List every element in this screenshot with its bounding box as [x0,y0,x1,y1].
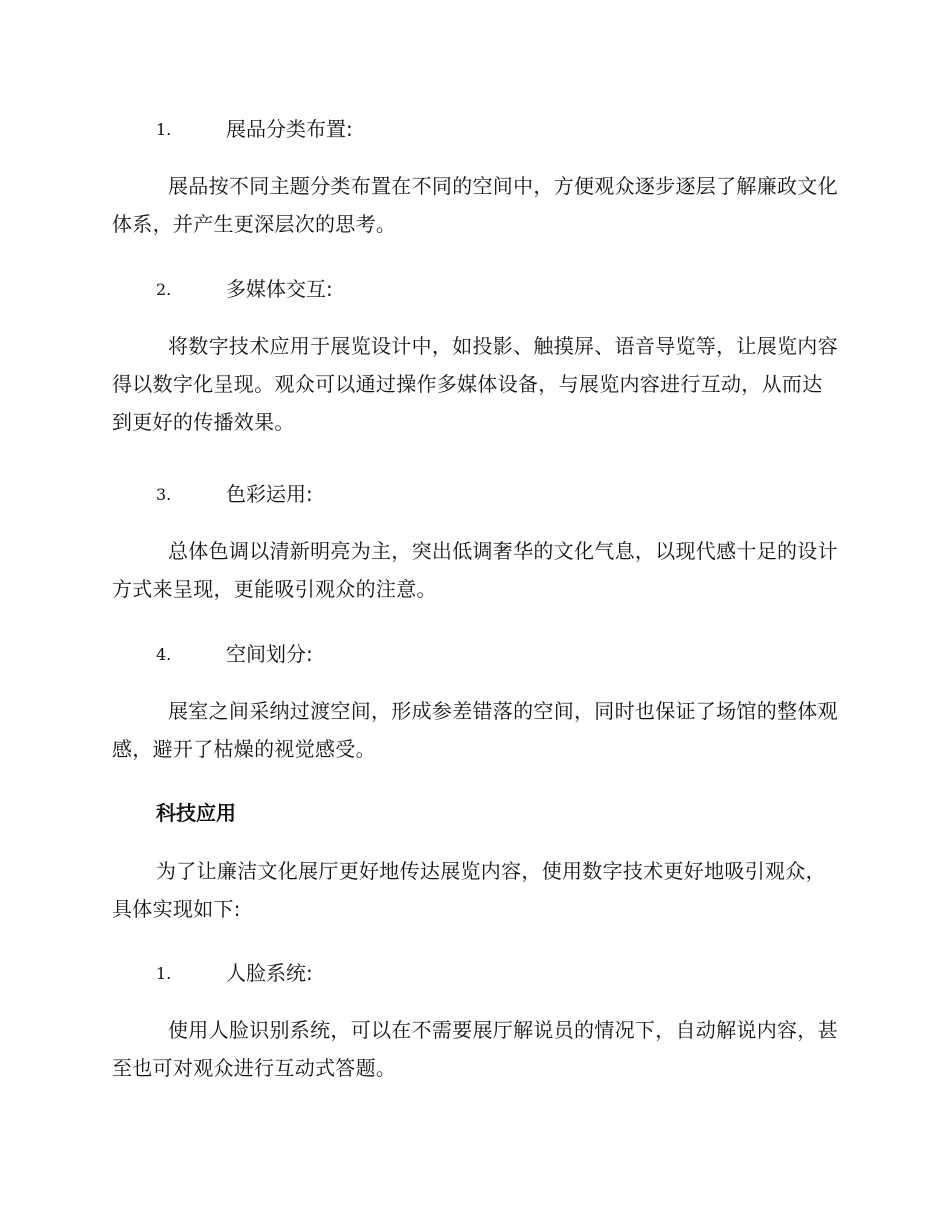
list-item-title: 空间划分: [226,642,313,666]
list-item-title: 展品分类布置: [226,117,353,141]
paragraph: 展室之间采纳过渡空间，形成参差错落的空间，同时也保证了场馆的整体观感，避开了枯燥的视觉感受。 [112,699,838,761]
list-item-title: 多媒体交互: [226,277,333,301]
section-heading: 科技应用 [156,801,236,825]
list-item-title: 色彩运用: [226,482,313,506]
list-number: 1. [156,964,172,983]
list-item-title: 人脸系统: [226,961,313,985]
list-number: 2. [156,280,172,299]
paragraph: 展品按不同主题分类布置在不同的空间中，方便观众逐步逐层了解廉政文化体系，并产生更深层次的思考。 [112,174,838,236]
paragraph: 使用人脸识别系统，可以在不需要展厅解说员的情况下，自动解说内容，甚至也可对观众进行互动式答题。 [112,1018,838,1080]
paragraph: 总体色调以清新明亮为主，突出低调奢华的文化气息，以现代感十足的设计方式来呈现，更能吸引观众的注意。 [112,539,838,601]
intro-paragraph: 为了让廉洁文化展厅更好地传达展览内容，使用数字技术更好地吸引观众，具体实现如下: [112,859,826,921]
list-number: 3. [156,485,172,504]
list-number: 4. [156,645,172,664]
list-number: 1. [156,120,172,139]
paragraph: 将数字技术应用于展览设计中，如投影、触摸屏、语音导览等，让展览内容得以数字化呈现。观众可以通过操作多媒体设备，与展览内容进行互动，从而达到更好的传播效果。 [112,334,838,434]
